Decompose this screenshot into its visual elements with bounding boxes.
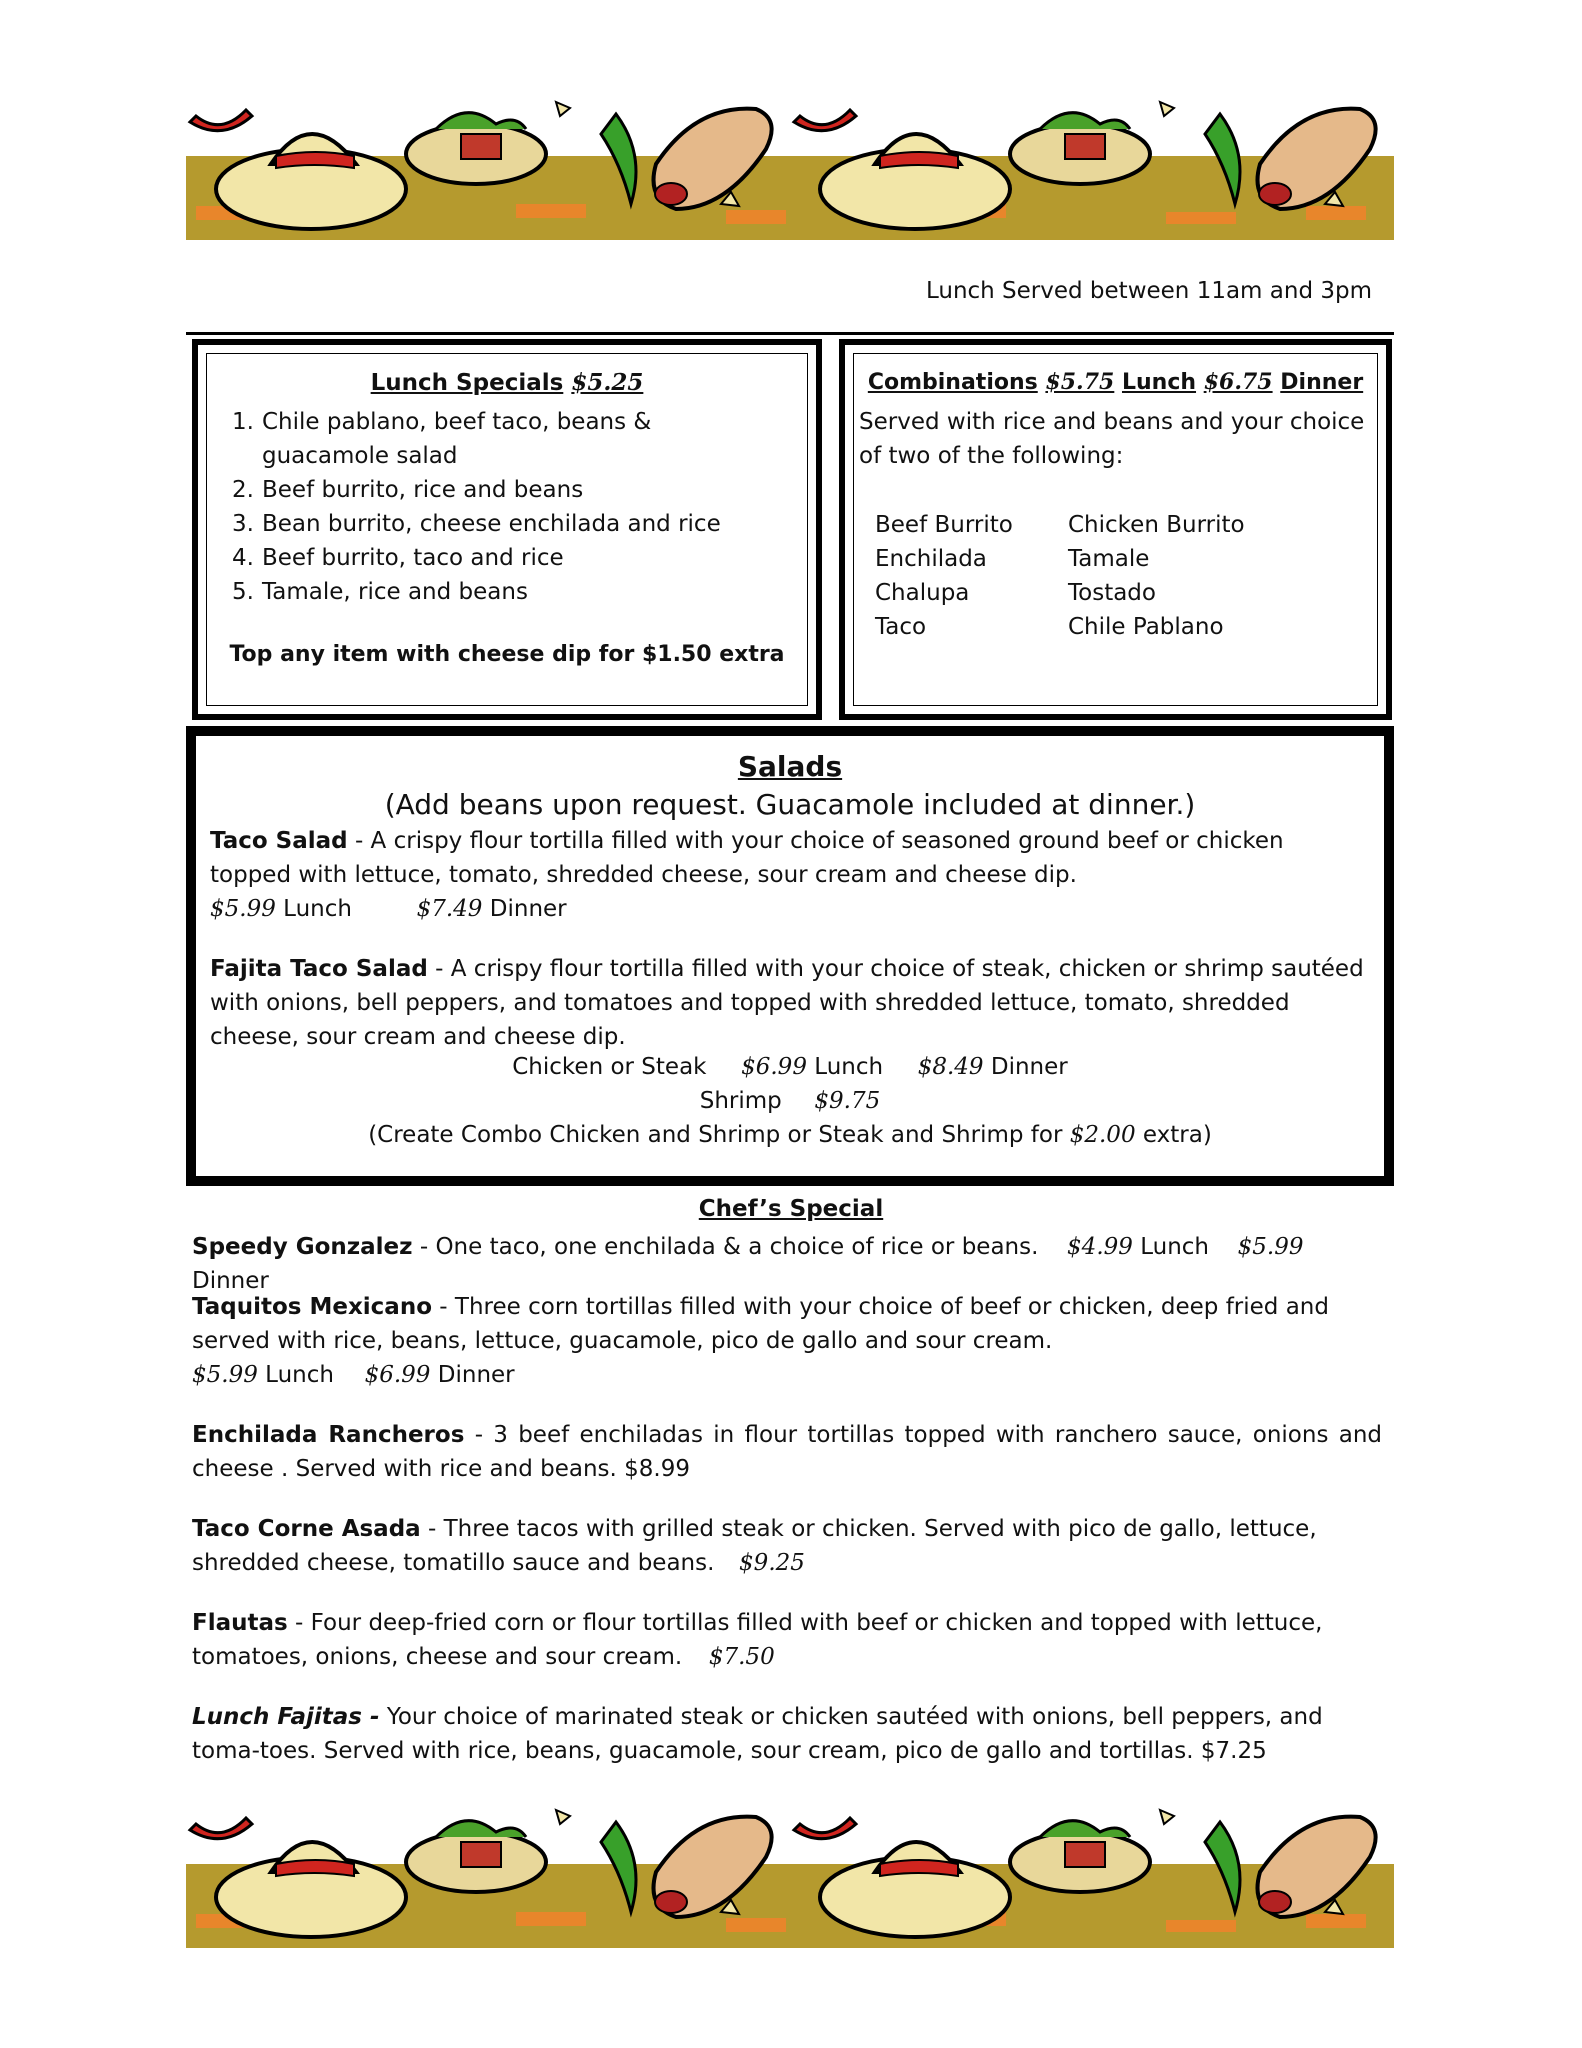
combinations-column-1 [875, 508, 1013, 644]
list-item: Enchilada [875, 546, 987, 572]
lunch-specials-box [192, 339, 822, 720]
salads-title: Salads [737, 750, 843, 783]
salads-subtitle: (Add beans upon request. Guacamole included at dinner.) [384, 788, 1196, 821]
lunch-hours-note: Lunch Served between 11am and 3pm [925, 278, 1372, 304]
mexican-food-border-illustration [186, 94, 1394, 240]
list-item: 2. Beef burrito, rice and beans [232, 477, 584, 503]
list-item: Chile Pablano [1068, 614, 1224, 640]
bottom-decorative-border [186, 1802, 1394, 1948]
taco-salad-prices: $5.99 Lunch $7.49 Dinner [210, 896, 567, 922]
fajita-taco-salad-name: Fajita Taco Salad [210, 956, 428, 982]
mexican-food-border-illustration [186, 1802, 1394, 1948]
taco-corne-asada-item: Taco Corne Asada - Three tacos with grilled steak or chicken. Served with pico de gallo, lettuce, shredded cheese, tomatillo sauce and beans. $9.25 [192, 1516, 1317, 1576]
combinations-column-2 [1068, 508, 1245, 644]
list-item: Chalupa [875, 580, 970, 606]
list-item: Tamale [1068, 546, 1150, 572]
list-item: 4. Beef burrito, taco and rice [232, 545, 564, 571]
fajita-combo-note: (Create Combo Chicken and Shrimp or Steak and Shrimp for $2.00 extra) [368, 1122, 1212, 1148]
lunch-specials-title: Lunch Specials $5.25 [370, 369, 644, 396]
list-item: 1. Chile pablano, beef taco, beans & guacamole salad [232, 409, 652, 469]
taco-salad-name: Taco Salad [210, 828, 348, 854]
lunch-specials-list [232, 405, 772, 609]
taco-salad-description: Taco Salad - A crispy flour tortilla filled with your choice of seasoned ground beef or chicken topped with lettuce, tomato, shredded cheese, sour cream and cheese dip. [210, 828, 1284, 888]
flautas-item: Flautas - Four deep-fried corn or flour tortillas filled with beef or chicken and topped with lettuce, tomatoes, onions, cheese and sour cream. $7.50 [192, 1610, 1323, 1670]
combinations-description: Served with rice and beans and your choice of two of the following: [859, 409, 1365, 469]
cheese-dip-note: Top any item with cheese dip for $1.50 extra [229, 642, 785, 667]
list-item: Tostado [1068, 580, 1156, 606]
list-item: Taco [875, 614, 927, 640]
chefs-special-title: Chef’s Special [698, 1196, 884, 1222]
enchilada-rancheros-item: Enchilada Rancheros - 3 beef enchiladas in flour tortillas topped with ranchero sauce, onions and cheese . Served with rice and beans. $8.99 [192, 1422, 1382, 1482]
top-decorative-border [186, 94, 1394, 240]
list-item: 3. Bean burrito, cheese enchilada and rice [232, 511, 721, 537]
list-item: Beef Burrito [875, 512, 1013, 538]
list-item: 5. Tamale, rice and beans [232, 579, 528, 605]
taquitos-mexicano-item: Taquitos Mexicano - Three corn tortillas filled with your choice of beef or chicken, deep fried and served with rice, beans, lettuce, guacamole, pico de gallo and sour cream. $5.99 Lunch $6.99 Dinner [192, 1294, 1329, 1388]
list-item: Chicken Burrito [1068, 512, 1245, 538]
salads-box [186, 726, 1394, 1186]
combinations-title: Combinations $5.75 Lunch $6.75 Dinner [867, 369, 1364, 395]
fajita-taco-salad-description: Fajita Taco Salad - A crispy flour tortilla filled with your choice of steak, chicken or shrimp sautéed with onions, bell peppers, and tomatoes and topped with shredded lettuce, tomato, shredded cheese, sour cream and cheese dip. [210, 956, 1364, 1050]
lunch-fajitas-item: Lunch Fajitas - Your choice of marinated steak or chicken sautéed with onions, bell peppers, and toma-toes. Served with rice, beans, guacamole, sour cream, pico de gallo and tortillas. $7.25 [192, 1704, 1323, 1764]
fajita-shrimp-price: Shrimp $9.75 [699, 1088, 881, 1114]
fajita-chicken-steak-prices: Chicken or Steak $6.99 Lunch $8.49 Dinner [512, 1054, 1068, 1080]
combinations-box [839, 339, 1392, 720]
speedy-gonzalez-item: Speedy Gonzalez - One taco, one enchilada & a choice of rice or beans. $4.99 Lunch $5.99 Dinner [192, 1234, 1304, 1294]
lunch-specials-price: $5.25 [571, 369, 644, 396]
